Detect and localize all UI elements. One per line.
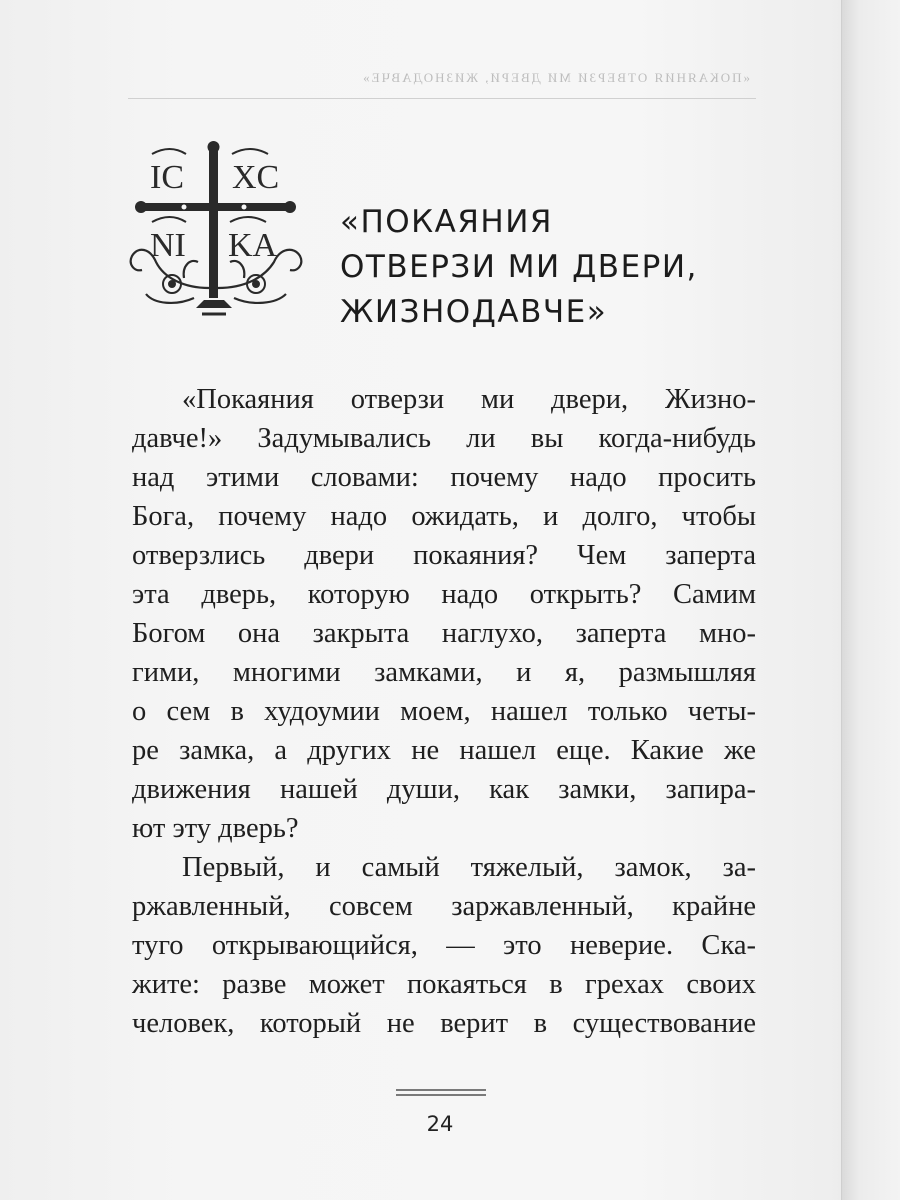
running-head-bleed-through: «ПОКАЯНИЯ ОТВЕРЗИ МИ ДВЕРИ, ЖИЗНОДАВЧЕ» [361,70,750,85]
chapter-title-line: ЖИЗНОДАВЧЕ» [340,294,608,330]
chapter-title-line: ОТВЕРЗИ МИ ДВЕРИ, [340,249,698,285]
text-line: ржавленный, совсем заржавленный, крайне [132,891,756,922]
page-number: 24 [426,1112,454,1136]
footer-rule [396,1094,486,1096]
footer-rule [396,1089,486,1091]
text-line: Первый, и самый тяжелый, замок, за- [182,852,756,883]
ic-xc-nika-cross-icon [124,138,310,320]
text-line: гими, многими замками, и я, размышляя [132,657,756,688]
text-line: ре замка, а других не нашел еще. Какие же [132,735,756,766]
text-line: туго открывающийся, — это неверие. Ска- [132,930,756,961]
text-line: давче!» Задумывались ли вы когда-нибудь [132,423,756,454]
text-line: о сем в худоумии моем, нашел только четы- [132,696,756,727]
chapter-title-line: «ПОКАЯНИЯ [340,204,553,240]
text-line: отверзлись двери покаяния? Чем заперта [132,540,756,571]
body-text [132,380,756,1043]
text-line: Богом она закрыта наглухо, заперта мно- [132,618,756,649]
text-line: Бога, почему надо ожидать, и долго, чтобы [132,501,756,532]
text-line: движения нашей души, как замки, запира- [132,774,756,805]
emblem-letter-ni: NI [150,227,186,264]
text-line: «Покаяния отверзи ми двери, Жизно- [182,384,756,415]
chapter-title [340,200,760,335]
emblem-letter-ic: IC [150,159,184,196]
text-line: эта дверь, которую надо открыть? Самим [132,579,756,610]
header-rule-bleed-through [128,98,756,99]
text-line: ют эту дверь? [132,813,299,844]
text-line: над этими словами: почему надо просить [132,462,756,493]
text-line: человек, который не верит в существование [132,1008,756,1039]
emblem-letter-ka: KA [228,227,278,264]
text-line: жите: разве может покаяться в грехах своих [132,969,756,1000]
page-edge [841,0,900,1200]
emblem-letter-xc: XC [232,159,280,196]
